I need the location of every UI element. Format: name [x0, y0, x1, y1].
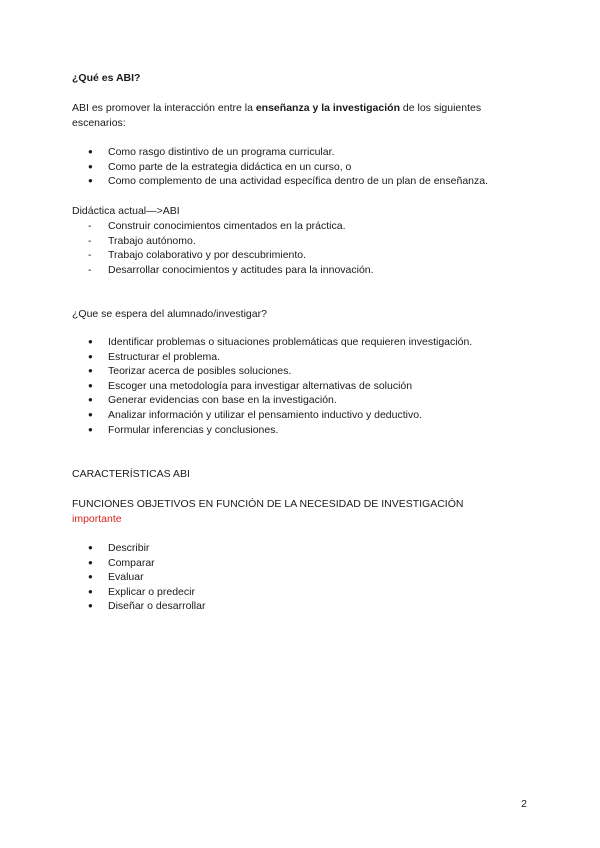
list-item: ● Evaluar: [72, 570, 205, 585]
page-number: 2: [521, 798, 527, 810]
list-item: ● Describir: [72, 541, 205, 556]
alumnado-list: [72, 335, 472, 437]
didactica-list: [72, 219, 374, 277]
funciones-list: [72, 541, 205, 614]
intro-text-after: de los siguientes escenarios:: [72, 102, 482, 129]
list-item: ● Teorizar acerca de posibles soluciones.: [72, 364, 472, 379]
list-item: ● Escoger una metodología para investigar alternativas de solución: [72, 379, 472, 394]
importante-note: importante: [72, 513, 122, 525]
list-item: - Trabajo colaborativo y por descubrimiento.: [72, 248, 374, 263]
list-item: ● Como complemento de una actividad específica dentro de un plan de enseñanza.: [72, 174, 488, 189]
list-item: ● Generar evidencias con base en la investigación.: [72, 393, 472, 408]
list-item: - Desarrollar conocimientos y actitudes para la innovación.: [72, 263, 374, 278]
list-item: ● Comparar: [72, 556, 205, 571]
list-item: ● Analizar información y utilizar el pensamiento inductivo y deductivo.: [72, 408, 472, 423]
list-item: ● Identificar problemas o situaciones problemáticas que requieren investigación.: [72, 335, 472, 350]
list-item: ● Estructurar el problema.: [72, 350, 472, 365]
list-item: ● Formular inferencias y conclusiones.: [72, 423, 472, 438]
list-item: ● Como rasgo distintivo de un programa curricular.: [72, 145, 488, 160]
list-item: ● Explicar o predecir: [72, 585, 205, 600]
alumnado-title: ¿Que se espera del alumnado/investigar?: [72, 308, 267, 320]
funciones-title: FUNCIONES OBJETIVOS EN FUNCIÓN DE LA NECESIDAD DE INVESTIGACIÓN: [72, 498, 464, 510]
intro-paragraph: [72, 101, 512, 130]
list-item: - Trabajo autónomo.: [72, 234, 374, 249]
list-item: ● Como parte de la estrategia didáctica en un curso, o: [72, 160, 488, 175]
caracteristicas-heading: CARACTERÍSTICAS ABI: [72, 468, 190, 480]
didactica-title: Didáctica actual—>ABI: [72, 205, 180, 217]
scenarios-list: [72, 145, 488, 189]
section-heading: ¿Qué es ABI?: [72, 72, 141, 84]
list-item: ● Diseñar o desarrollar: [72, 599, 205, 614]
list-item: - Construir conocimientos cimentados en la práctica.: [72, 219, 374, 234]
intro-bold-text: enseñanza y la investigación: [255, 102, 400, 114]
intro-text-before: ABI es promover la interacción entre la: [72, 102, 256, 114]
